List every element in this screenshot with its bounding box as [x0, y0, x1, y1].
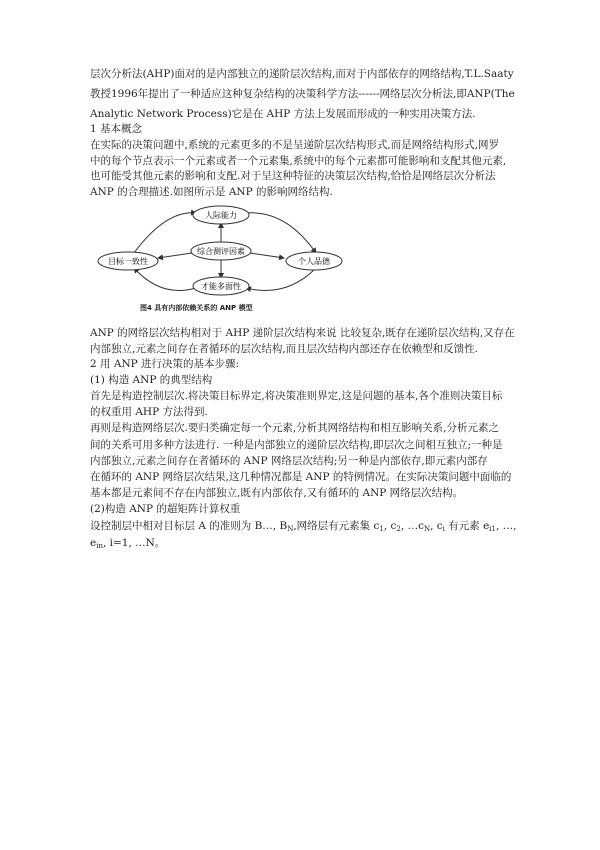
paragraph-line: 在实际的决策问题中,系统的元素更多的不是呈递阶层次结构形式,而是网络结构形式,网罗 [90, 139, 500, 151]
node-top-label: 人际能力 [205, 211, 237, 220]
text-run: , c [383, 520, 397, 532]
paragraph-line: 教授1996年提出了一种适应这种复杂结构的决策科学方法------网络层次分析法,即ANP(The [90, 88, 515, 100]
subscript: in [96, 542, 103, 550]
paragraph-line: 基本都是元素间不存在内部独立,既有内部依存,又有循环的 ANP 网络层次结构。 [90, 487, 464, 499]
node-right-label: 个人品德 [298, 257, 330, 266]
paragraph-line: 中的每个节点表示一个元素或者一个元素集,系统中的每个元素都可能影响和支配其他元素, [90, 155, 507, 167]
paragraph-line: 的权重用 AHP 方法得到. [90, 406, 208, 418]
paragraph-line: Analytic Network Process)它是在 AHP 方法上发展而形成的一种实用决策方法. [90, 108, 476, 120]
paragraph-line: 层次分析法(AHP)面对的是内部独立的递阶层次结构,而对于内部依存的网络结构,T.L.Saaty [90, 68, 514, 80]
paragraph-line: ANP 的网络层次结构相对于 AHP 递阶层次结构来说 比较复杂,既存在递阶层次结构,又存在 [90, 327, 515, 339]
subscript: N [287, 525, 294, 533]
node-bottom-label: 才能多面性 [201, 282, 241, 291]
edge-bottom-left [134, 268, 196, 291]
edge-top-right [246, 213, 316, 253]
section-heading: 2 用 ANP 进行决策的基本步骤: [90, 358, 240, 370]
node-center-label: 综合测评因素 [197, 247, 245, 256]
edge-center-left [158, 253, 192, 258]
anp-network-figure [96, 198, 356, 320]
text-run: 设控制层中相对目标层 A 的准则为 B…, B [90, 520, 288, 532]
anp-network-diagram [96, 198, 356, 320]
subscript: N [423, 525, 431, 533]
text-run: e [90, 537, 97, 549]
text-run: 有元素 e [444, 520, 490, 532]
paragraph-line: 内部独立,元素之间存在者循环的层次结构,而且层次结构内部还存在依赖型和反馈性. [90, 343, 479, 355]
subscript: 2 [396, 525, 401, 533]
paragraph-line: 在循环的 ANP 网络层次结果,这几种情况都是 ANP 的特例情况。在实际决策问题中面临的 [90, 471, 512, 483]
text-run: , i=1, …N。 [102, 537, 166, 549]
figure-caption: 图4 具有内部依赖关系的 ANP 模型 [140, 304, 253, 312]
subscript: 1 [379, 525, 384, 533]
section-heading: 1 基本概念 [90, 123, 143, 135]
paragraph-line: 内部独立,元素之间存在者循环的 ANP 网络层次结构;另一种是内部依存,即元素内部存 [90, 455, 488, 467]
text-run: , …, [495, 520, 517, 532]
edge-left-top [134, 213, 196, 253]
edge-center-right [250, 253, 284, 258]
text-run: , c [430, 520, 443, 532]
subsection-heading: (2)构造 ANP 的超矩阵计算权重 [90, 503, 241, 515]
text-run: ,网络层有元素集 c [293, 520, 380, 532]
subscript: i [442, 525, 445, 533]
subsection-heading: (1) 构造 ANP 的典型结构 [90, 374, 213, 386]
node-left-label: 目标一致性 [108, 257, 148, 266]
edge-right-bottom [246, 268, 316, 291]
paragraph-line: 首先是构造控制层次.将决策目标界定,将决策准则界定,这是问题的基本,各个准则决策目标 [90, 390, 503, 402]
subscript: i1 [489, 525, 496, 533]
text-run: , …c [400, 520, 424, 532]
paragraph-line: 间的关系可用多种方法进行. 一种是内部独立的递阶层次结构,即层次之间相互独立;一种是 [90, 439, 503, 451]
paragraph-line: ANP 的合理描述.如图所示是 ANP 的影响网络结构. [90, 186, 333, 198]
paragraph-line [90, 535, 510, 555]
paragraph-line: 也可能受其他元素的影响和支配.对于呈这种特征的决策层次结构,恰恰是网络层次分析法 [90, 170, 496, 182]
paragraph-line: 再则是构造网络层次.要归类确定每一个元素,分析其网络结构和相互影响关系,分析元素之 [90, 422, 500, 434]
